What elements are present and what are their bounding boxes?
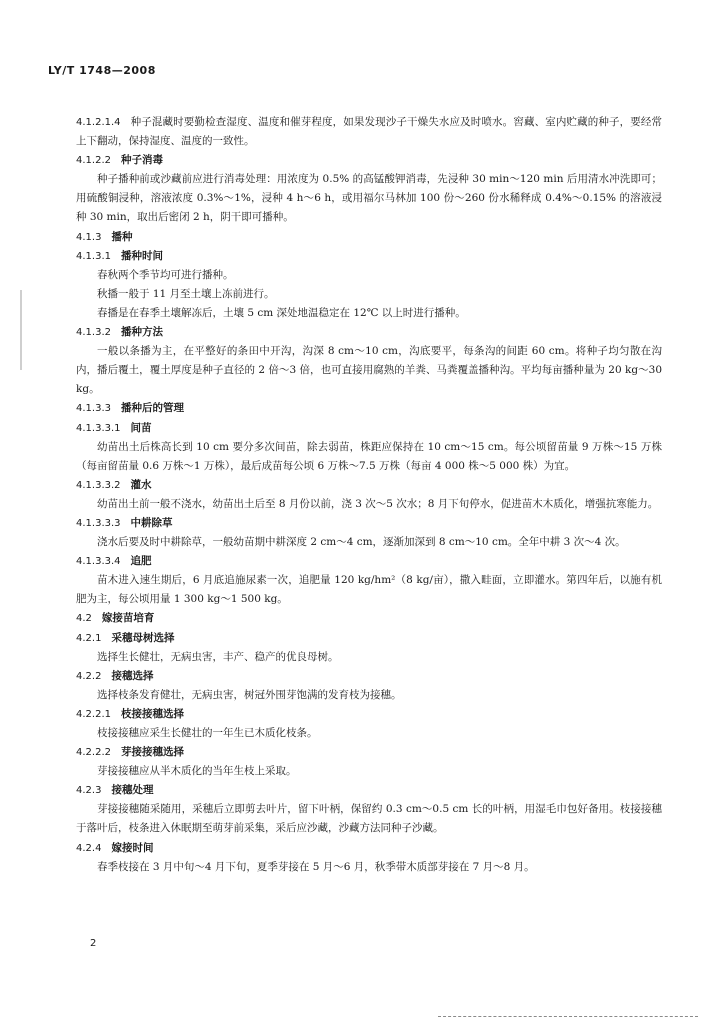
paragraph: 春播是在春季土壤解冻后，土壤 5 cm 深处地温稳定在 12℃ 以上时进行播种。 [97, 306, 466, 319]
section-title: 灌水 [130, 478, 152, 491]
section-heading [76, 514, 662, 533]
section-title: 接穗处理 [111, 784, 154, 797]
section-heading [76, 839, 662, 858]
section-number: 4.2.3 [76, 785, 102, 797]
clause-number: 4.1.2.1.4 [76, 117, 121, 128]
paragraph: 幼苗出土前一般不浇水，幼苗出土后至 8 月份以前，浇 3 次～5 次水；8 月下旬停水，促进苗木木质化，增强抗寒能力。 [97, 497, 659, 510]
section-number: 4.1.3.3.2 [76, 479, 121, 491]
scan-edge-mark [20, 290, 22, 370]
section-title: 嫁接苗培育 [101, 612, 155, 625]
section-number: 4.1.2.2 [76, 155, 111, 167]
paragraph: 选择生长健壮，无病虫害，丰产、稳产的优良母树。 [97, 650, 339, 663]
section-title: 嫁接时间 [111, 841, 154, 854]
section-number: 4.1.3 [76, 231, 102, 243]
section-number: 4.1.3.2 [76, 327, 111, 339]
paragraph: 种子播种前或沙藏前应进行消毒处理：用浓度为 0.5% 的高锰酸钾消毒，先浸种 30 min～120 min 后用清水冲洗即可；用硫酸铜浸种，溶液浓度 0.3%～1%，浸种 4 h～6 h，或用福尔马林加 100 份～260 份水稀释成 0.4%～0.15% 的溶液浸种 30 min，取出后密闭 2 h，阴干即可播种。 [76, 173, 662, 224]
section-heading [76, 609, 662, 628]
paragraph: 选择枝条发育健壮，无病虫害，树冠外围芽饱满的发育枝为接穗。 [97, 688, 402, 701]
paragraph: 秋播一般于 11 月至土壤上冻前进行。 [97, 287, 275, 300]
section-number: 4.2.2 [76, 670, 102, 682]
section-title: 采穗母树选择 [111, 631, 175, 644]
standard-code-header: LY/T 1748—2008 [48, 64, 156, 77]
section-heading [76, 228, 662, 247]
section-title: 播种后的管理 [121, 402, 184, 415]
paragraph: 浇水后要及时中耕除草，一般幼苗期中耕深度 2 cm～4 cm，逐渐加深到 8 cm～10 cm。全年中耕 3 次～4 次。 [97, 536, 626, 549]
section-title: 追肥 [130, 555, 152, 568]
page-number: 2 [90, 938, 97, 949]
paragraph: 一般以条播为主，在平整好的条田中开沟，沟深 8 cm～10 cm，沟底要平，每条沟的间距 60 cm。将种子均匀散在沟内，播后覆土，覆土厚度是种子直径的 2 倍～3 倍，也可直接用腐熟的羊粪、马粪覆盖播种沟。平均每亩播种量为 20 kg～30 kg。 [76, 345, 662, 396]
section-number: 4.2.2.1 [76, 708, 111, 720]
section-heading [76, 419, 662, 438]
section-number: 4.2.1 [76, 632, 102, 644]
section-heading [76, 552, 662, 571]
paragraph: 春季枝接在 3 月中旬～4 月下旬，夏季芽接在 5 月～6 月，秋季带木质部芽接在 7 月～8 月。 [97, 860, 535, 873]
section-number: 4.2 [76, 613, 92, 625]
section-title: 接穗选择 [111, 669, 154, 682]
section-number: 4.1.3.3.3 [76, 517, 121, 529]
document-body [76, 113, 662, 877]
section-title: 枝接接穗选择 [121, 707, 184, 720]
section-heading [76, 151, 662, 170]
section-title: 播种 [111, 230, 133, 243]
paragraph-text: 种子混藏时要勤检查湿度、温度和催芽程度，如果发现沙子干燥失水应及时喷水。窖藏、室内贮藏的种子，要经常上下翻动，保持湿度、温度的一致性。 [76, 116, 662, 148]
section-title: 芽接接穗选择 [121, 746, 184, 759]
section-heading [76, 323, 662, 342]
paragraph: 枝接接穗应采生长健壮的一年生已木质化枝条。 [97, 727, 318, 739]
paragraph: 苗木进入速生期后，6 月底追施尿素一次，追肥量 120 kg/hm²（8 kg/亩），撒入畦面，立即灌水。第四年后，以施有机肥为主，每公顷用量 1 300 kg～1 500 kg。 [76, 574, 662, 606]
section-title: 中耕除草 [130, 516, 173, 529]
section-number: 4.2.4 [76, 842, 102, 854]
paragraph [76, 113, 662, 151]
section-title: 间苗 [130, 421, 152, 434]
section-heading [76, 743, 662, 762]
section-heading [76, 667, 662, 686]
section-number: 4.1.3.3.1 [76, 422, 121, 434]
section-number: 4.1.3.1 [76, 250, 111, 262]
section-heading [76, 247, 662, 266]
section-title: 种子消毒 [121, 154, 163, 167]
section-number: 4.1.3.3.4 [76, 556, 121, 568]
section-heading [76, 705, 662, 724]
section-number: 4.1.3.3 [76, 403, 111, 415]
section-number: 4.2.2.2 [76, 747, 111, 759]
paragraph: 芽接接穗应从半木质化的当年生枝上采取。 [97, 765, 297, 778]
paragraph: 芽接接穗随采随用，采穗后立即剪去叶片，留下叶柄，保留约 0.3 cm～0.5 cm 长的叶柄，用湿毛巾包好备用。枝接接穗于落叶后，枝条进入休眠期至萌芽前采集，采后应沙藏，沙藏方法同种子沙藏。 [76, 803, 662, 835]
section-heading [76, 781, 662, 800]
section-heading [76, 399, 662, 418]
paragraph: 春秋两个季节均可进行播种。 [97, 268, 234, 281]
footer-rule [438, 1016, 698, 1018]
section-title: 播种时间 [121, 249, 163, 262]
section-heading [76, 629, 662, 648]
section-title: 播种方法 [121, 326, 163, 339]
paragraph: 幼苗出土后株高长到 10 cm 要分多次间苗，除去弱苗，株距应保持在 10 cm～15 cm。每公顷留苗量 9 万株～15 万株（每亩留苗量 0.6 万株～1 万株），最后成苗每公顷 6 万株～7.5 万株（每亩 4 000 株～5 000 株）为宜。 [76, 440, 662, 472]
section-heading [76, 476, 662, 495]
